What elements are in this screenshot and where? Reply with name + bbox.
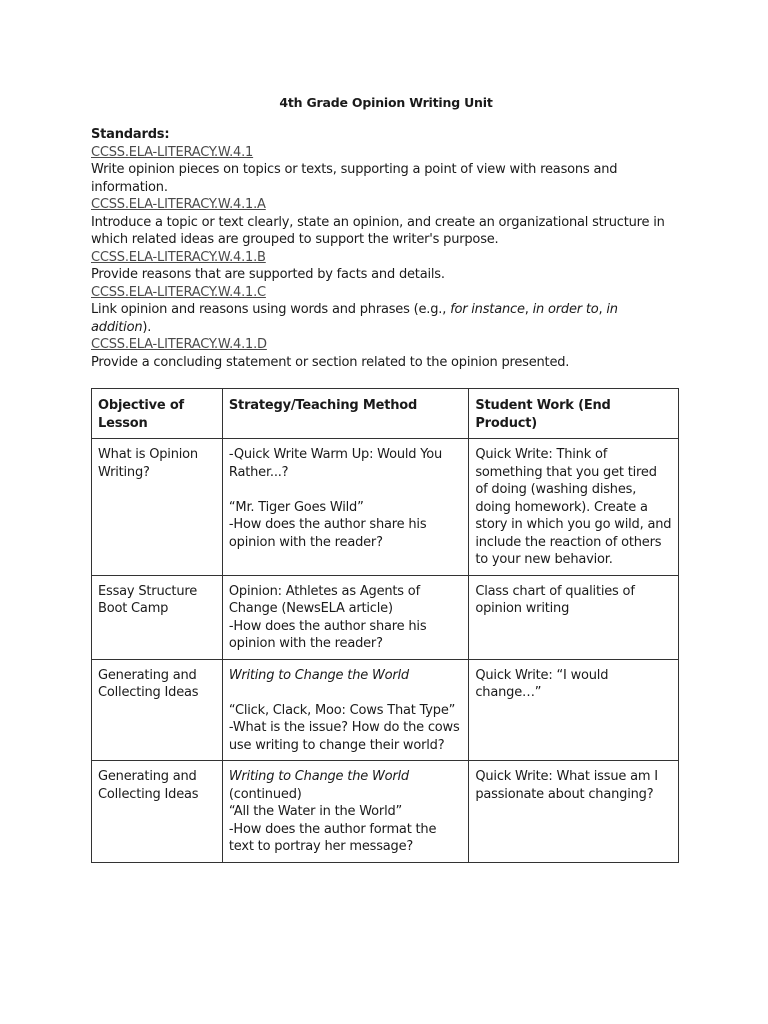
student-work-cell: Quick Write: Think of something that you get tired of doing (washing dishes, doing homework). Create a story in which you go wild, and include the reaction of others to your new behavior. [469,439,679,576]
objective-cell: Essay Structure Boot Camp [92,575,223,659]
blank-line [229,481,462,499]
standard-description [91,301,681,336]
table-row [92,575,679,659]
standard-code-link[interactable]: CCSS.ELA-LITERACY.W.4.1.D [91,337,267,352]
student-work-cell: Quick Write: What issue am I passionate about changing? [469,761,679,863]
table-row [92,761,679,863]
description-text: Link opinion and reasons using words and phrases (e.g., [91,302,451,317]
strategy-line [229,768,462,803]
column-header: Strategy/Teaching Method [222,389,468,439]
objective-cell: Generating and Collecting Ideas [92,659,223,761]
strategy-line: -Quick Write Warm Up: Would You Rather...? [228,447,443,480]
description-text: , [524,302,533,317]
strategy-cell [222,575,468,659]
strategy-cell [222,439,468,576]
example-phrase: in addition [91,302,618,335]
document-title: 4th Grade Opinion Writing Unit [279,95,493,110]
strategy-line: -What is the issue? How do the cows use writing to change their world? [228,720,460,753]
standard-code-link[interactable]: CCSS.ELA-LITERACY.W.4.1.A [91,197,266,212]
student-work-cell: Class chart of qualities of opinion writing [469,575,679,659]
standard-code-link[interactable]: CCSS.ELA-LITERACY.W.4.1.C [91,284,266,300]
example-phrase: in order to [532,302,599,317]
standards-heading: Standards: [91,127,170,142]
continued-note: (continued) [228,786,302,802]
book-title: Writing to Change the World [228,769,409,784]
strategy-line: -How does the author share his opinion with the reader? [228,517,427,550]
document-page [91,95,681,863]
strategy-line: “Click, Clack, Moo: Cows That Type” [228,702,456,718]
example-phrase: for instance [450,302,525,317]
strategy-line: Opinion: Athletes as Agents of Change (NewsELA article) [228,583,420,616]
standard-code-link[interactable]: CCSS.ELA-LITERACY.W.4.1.B [91,249,266,265]
description-text: ). [142,319,152,335]
column-header: Student Work (End Product) [469,389,679,439]
table-row [92,439,679,576]
lesson-table [91,388,679,863]
strategy-line: “Mr. Tiger Goes Wild” [228,499,364,515]
standard-description: Introduce a topic or text clearly, state an opinion, and create an organizational structure in which related ideas are grouped to support the writer's purpose. [91,214,665,247]
strategy-cell [222,761,468,863]
table-row [92,659,679,761]
strategy-line: -How does the author format the text to portray her message? [228,821,437,854]
column-header: Objective of Lesson [92,389,223,439]
description-text: , [598,302,607,317]
strategy-line: “All the Water in the World” [228,804,403,819]
strategy-line: -How does the author share his opinion with the reader? [228,618,427,651]
standard-description: Provide reasons that are supported by facts and details. [91,267,445,282]
book-title: Writing to Change the World [228,667,409,683]
objective-cell: What is Opinion Writing? [92,439,223,576]
strategy-cell [222,659,468,761]
standards-list [91,144,681,372]
blank-line [229,684,462,702]
table-header-row [92,389,679,439]
objective-cell: Generating and Collecting Ideas [92,761,223,863]
standard-code-link[interactable]: CCSS.ELA-LITERACY.W.4.1 [91,144,254,160]
standard-description: Provide a concluding statement or section related to the opinion presented. [91,354,570,370]
standard-description: Write opinion pieces on topics or texts, supporting a point of view with reasons and information. [91,162,618,195]
student-work-cell: Quick Write: “I would change…” [469,659,679,761]
